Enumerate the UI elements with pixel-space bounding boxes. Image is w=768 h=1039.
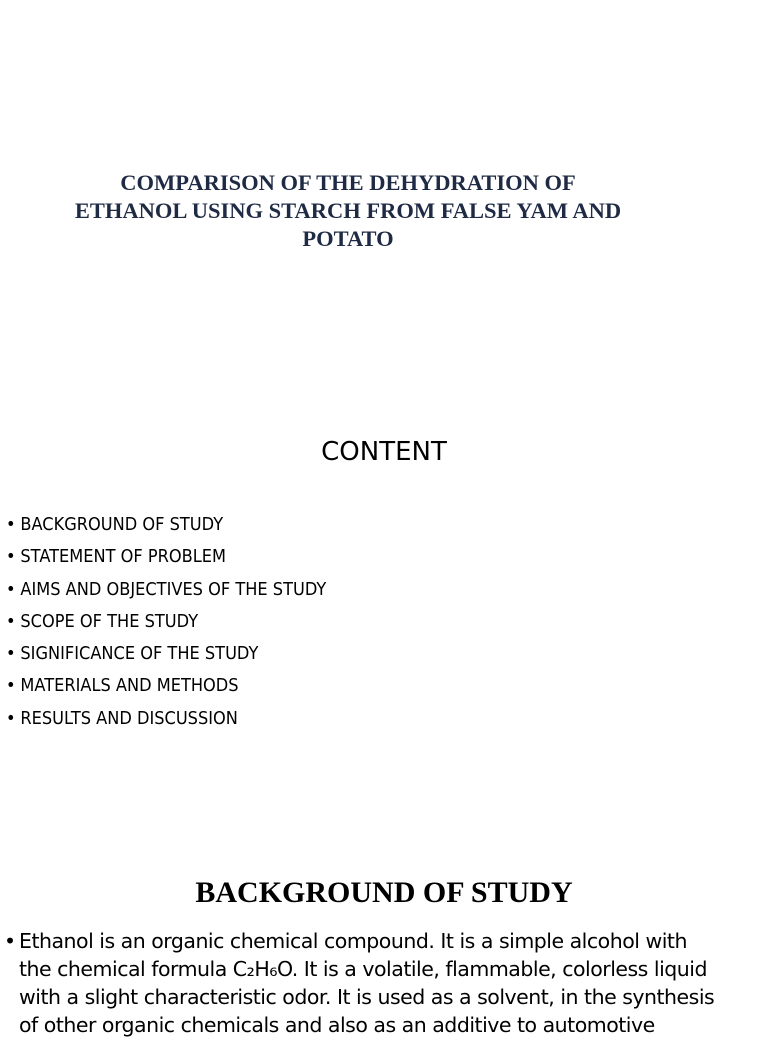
bullet-icon: • bbox=[6, 707, 16, 729]
title-line: POTATO bbox=[302, 226, 394, 251]
paragraph-line: Ethanol is an organic chemical compound. It is a simple alcohol with bbox=[19, 929, 687, 953]
list-item-label: AIMS AND OBJECTIVES OF THE STUDY bbox=[20, 578, 327, 600]
list-item-label: STATEMENT OF PROBLEM bbox=[20, 546, 227, 568]
list-item bbox=[6, 541, 326, 573]
title-line: ETHANOL USING STARCH FROM FALSE YAM AND bbox=[74, 198, 622, 223]
bullet-icon: • bbox=[6, 514, 16, 535]
bullet-icon: • bbox=[6, 546, 16, 568]
list-item bbox=[6, 509, 326, 541]
bullet-icon: • bbox=[4, 929, 16, 953]
list-item-label: RESULTS AND DISCUSSION bbox=[20, 707, 238, 729]
list-item-label: BACKGROUND OF STUDY bbox=[20, 514, 224, 535]
paragraph-line: with a slight characteristic odor. It is used as a solvent, in the synthesis bbox=[19, 985, 715, 1009]
paragraph-line: of other organic chemicals and also as an additive to automotive bbox=[19, 1013, 655, 1037]
bullet-icon: • bbox=[6, 643, 16, 665]
list-item bbox=[6, 638, 326, 670]
list-item bbox=[6, 670, 326, 702]
bullet-icon: • bbox=[6, 675, 16, 697]
title-slide bbox=[0, 0, 768, 400]
list-item-label: MATERIALS AND METHODS bbox=[20, 675, 239, 697]
list-item bbox=[6, 574, 326, 606]
title-line: COMPARISON OF THE DEHYDRATION OF bbox=[120, 170, 576, 195]
list-item bbox=[6, 606, 326, 638]
contents-list bbox=[6, 509, 362, 735]
list-item bbox=[6, 703, 326, 735]
background-paragraph bbox=[4, 927, 761, 1039]
content-slide bbox=[0, 400, 768, 840]
paragraph-line: the chemical formula C₂H₆O. It is a volatile, flammable, colorless liquid bbox=[19, 957, 707, 981]
content-heading: CONTENT bbox=[321, 437, 447, 467]
bullet-icon: • bbox=[6, 610, 16, 632]
bullet-icon: • bbox=[6, 578, 16, 600]
background-heading: BACKGROUND OF STUDY bbox=[195, 876, 573, 909]
list-item-label: SCOPE OF THE STUDY bbox=[20, 610, 199, 632]
background-slide bbox=[0, 840, 768, 1037]
list-item-label: SIGNIFICANCE OF THE STUDY bbox=[20, 643, 259, 665]
document-title bbox=[20, 169, 676, 253]
